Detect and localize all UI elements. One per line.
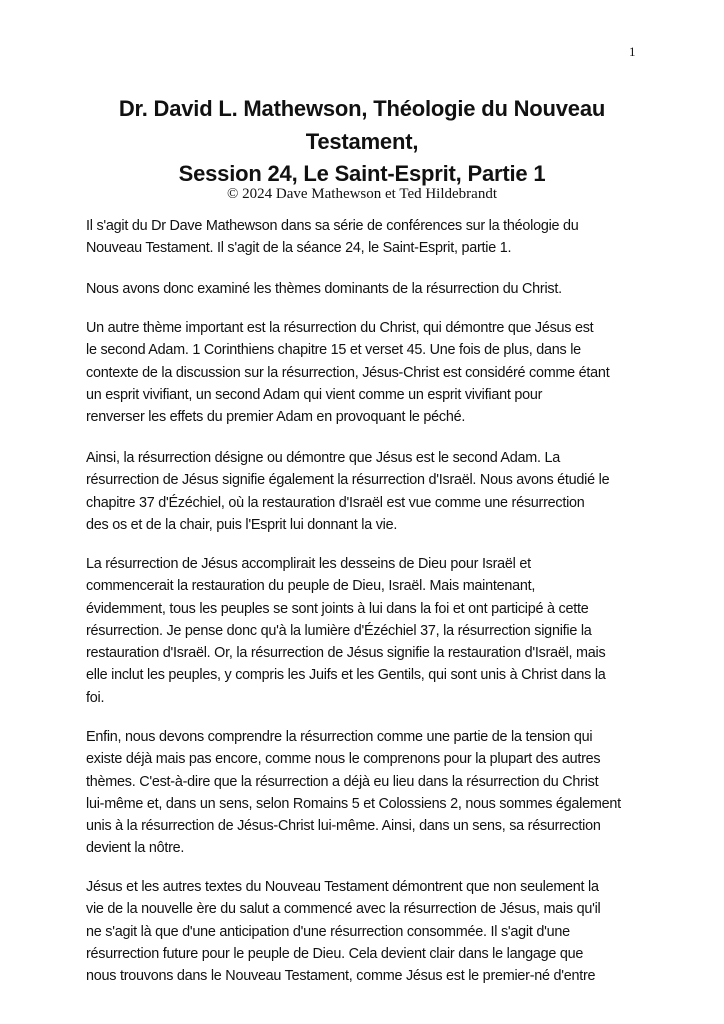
text-line: un esprit vivifiant, un second Adam qui vient comme un esprit vivifiant pour: [86, 386, 543, 403]
text-line: nous trouvons dans le Nouveau Testament, comme Jésus est le premier-né d'entre: [86, 968, 596, 985]
text-line: chapitre 37 d'Ézéchiel, où la restauration d'Israël est vue comme une résurrection: [86, 494, 585, 511]
text-line: ne s'agit là que d'une anticipation d'une résurrection consommée. Il s'agit d'une: [86, 923, 570, 940]
text-line: résurrection de Jésus signifie également la résurrection d'Israël. Nous avons étudié le: [86, 472, 610, 489]
text-line: foi.: [86, 689, 105, 706]
page-number: 1: [629, 44, 636, 59]
text-line: devient la nôtre.: [86, 840, 185, 857]
text-line: commencerait la restauration du peuple de Dieu, Israël. Mais maintenant,: [86, 578, 536, 595]
text-line: renverser les effets du premier Adam en provoquant le péché.: [86, 409, 466, 426]
text-line: résurrection future pour le peuple de Dieu. Cela devient clair dans le langage que: [86, 945, 584, 962]
copyright-line: © 2024 Dave Mathewson et Ted Hildebrandt: [226, 186, 497, 202]
text-line: des os et de la chair, puis l'Esprit lui donnant la vie.: [86, 516, 398, 533]
paragraph: [86, 876, 600, 987]
paragraph: [86, 553, 606, 709]
paragraph: [86, 317, 609, 428]
text-line: thèmes. C'est-à-dire que la résurrection a déjà eu lieu dans la résurrection du Christ: [86, 773, 599, 790]
document-title: [0, 93, 724, 191]
text-line: contexte de la discussion sur la résurrection, Jésus-Christ est considéré comme étant: [86, 364, 610, 381]
text-line: existe déjà mais pas encore, comme nous le comprenons pour la plupart des autres: [86, 751, 601, 768]
paragraph: [86, 726, 621, 860]
text-line: Nouveau Testament. Il s'agit de la séance 24, le Saint-Esprit, partie 1.: [86, 240, 512, 257]
text-line: résurrection. Je pense donc qu'à la lumière d'Ézéchiel 37, la résurrection signifie la: [86, 622, 592, 639]
text-line: vie de la nouvelle ère du salut a commencé avec la résurrection de Jésus, mais qu'il: [86, 901, 601, 918]
paragraph: [86, 215, 579, 260]
text-line: lui-même et, dans un sens, selon Romains 5 et Colossiens 2, nous sommes également: [86, 795, 621, 812]
text-line: Enfin, nous devons comprendre la résurrection comme une partie de la tension qui: [86, 729, 593, 745]
text-line: le second Adam. 1 Corinthiens chapitre 15 et verset 45. Une fois de plus, dans le: [86, 342, 581, 359]
paragraph: [86, 278, 562, 300]
text-line: restauration d'Israël. Or, la résurrection de Jésus signifie la restauration d'Israël, mais: [86, 645, 606, 662]
text-line: Il s'agit du Dr Dave Mathewson dans sa série de conférences sur la théologie du: [86, 218, 579, 234]
title-line: Dr. David L. Mathewson, Théologie du Nouveau: [118, 96, 606, 121]
text-line: Un autre thème important est la résurrection du Christ, qui démontre que Jésus est: [86, 320, 594, 336]
paragraph: [86, 447, 609, 536]
text-line: La résurrection de Jésus accomplirait les desseins de Dieu pour Israël et: [86, 556, 531, 572]
title-line: Session 24, Le Saint-Esprit, Partie 1: [178, 161, 546, 186]
title-line: Testament,: [305, 128, 419, 154]
text-line: évidemment, tous les peuples se sont joints à lui dans la foi et ont participé à cette: [86, 600, 589, 617]
text-line: elle inclut les peuples, y compris les Juifs et les Gentils, qui sont unis à Christ dans la: [86, 667, 606, 684]
text-line: Nous avons donc examiné les thèmes dominants de la résurrection du Christ.: [86, 281, 562, 297]
text-line: unis à la résurrection de Jésus-Christ lui-même. Ainsi, dans un sens, sa résurrection: [86, 818, 601, 835]
text-line: Jésus et les autres textes du Nouveau Testament démontrent que non seulement la: [86, 879, 599, 895]
text-line: Ainsi, la résurrection désigne ou démontre que Jésus est le second Adam. La: [86, 450, 561, 466]
